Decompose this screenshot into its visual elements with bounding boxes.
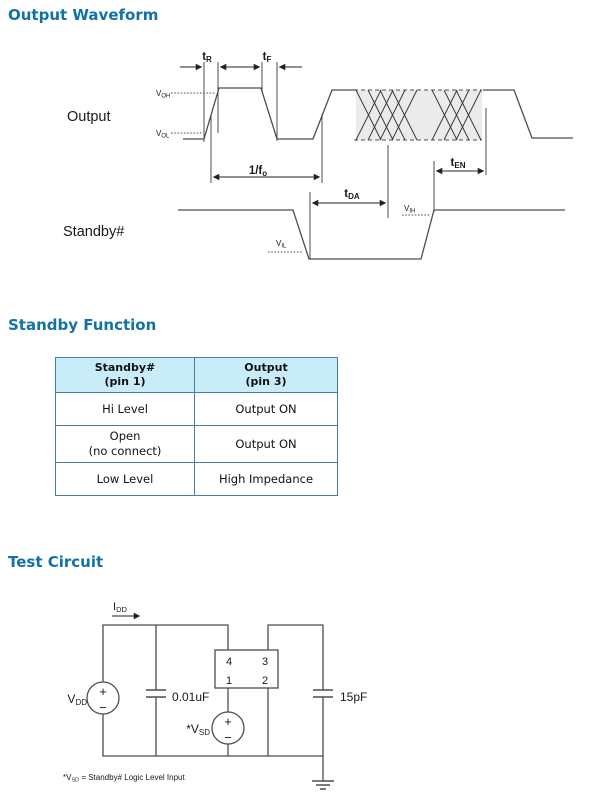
vsd-label: *VSD	[186, 722, 210, 737]
load-cap-label: 15pF	[340, 690, 368, 704]
ic-outline	[215, 650, 278, 688]
standby-signal-trace	[178, 210, 565, 259]
bypass-capacitor	[146, 690, 166, 697]
header-output-line2: (pin 3)	[245, 375, 287, 388]
header-standby-pin1	[56, 358, 195, 393]
circuit-wires	[103, 625, 323, 781]
plus-sign: +	[99, 684, 107, 699]
cell-output-state: High Impedance	[195, 463, 338, 496]
ten-timing-label: tEN	[450, 157, 466, 170]
test-circuit-diagram	[0, 590, 602, 801]
vil-label: VIL	[276, 239, 287, 250]
pin1-label: 1	[225, 675, 233, 687]
standby-function-table	[55, 357, 338, 496]
header-standby-line1: Standby#	[94, 360, 156, 374]
output-signal-label: Output	[67, 109, 111, 125]
load-capacitor	[313, 690, 333, 697]
minus-sign: −	[99, 700, 107, 715]
vdd-label: VDD	[67, 692, 87, 707]
voh-label: VOH	[156, 89, 171, 100]
cell-output-state: Output ON	[195, 426, 338, 463]
header-standby-line2: (pin 1)	[104, 375, 146, 388]
header-output-line1: Output	[244, 360, 288, 374]
output-waveform-diagram	[0, 40, 602, 290]
vsd-voltage-source	[212, 712, 244, 745]
pin4-label: 4	[225, 656, 233, 668]
table-row	[56, 393, 338, 426]
cell-standby-line1: Open	[109, 429, 141, 444]
tr-timing-label: tR	[202, 51, 212, 64]
vdd-voltage-source	[87, 682, 119, 715]
section-title-standby-function: Standby Function	[8, 316, 157, 334]
vih-label: VIH	[404, 204, 416, 215]
period-label: 1/fo	[248, 165, 268, 178]
cell-standby-state: Hi Level	[56, 393, 195, 426]
cell-standby-line2: (no connect)	[88, 444, 162, 458]
vol-label: VOL	[156, 129, 170, 140]
section-title-test-circuit: Test Circuit	[8, 553, 104, 571]
idd-current-label: IDD	[113, 601, 127, 614]
standby-signal-label: Standby#	[63, 224, 125, 240]
header-output-pin3	[195, 358, 338, 393]
pin3-label: 3	[261, 656, 269, 668]
section-title-output-waveform: Output Waveform	[8, 6, 159, 24]
output-undefined-region	[354, 90, 482, 140]
tda-timing-label: tDA	[344, 188, 360, 201]
minus-sign: −	[224, 730, 232, 745]
dut-ic-box	[215, 650, 278, 688]
plus-sign: +	[224, 714, 232, 729]
tf-timing-label: tF	[262, 51, 272, 64]
ground-symbol	[312, 781, 334, 789]
table-row	[56, 426, 338, 463]
cell-standby-state	[56, 426, 195, 463]
cell-output-state: Output ON	[195, 393, 338, 426]
table-header-row	[56, 358, 338, 393]
cell-standby-state: Low Level	[56, 463, 195, 496]
table-row	[56, 463, 338, 496]
vsd-footnote: *VSD = Standby# Logic Level Input	[63, 773, 185, 784]
pin2-label: 2	[261, 675, 269, 687]
hatch-fill	[356, 90, 482, 140]
bypass-cap-label: 0.01uF	[172, 690, 210, 704]
